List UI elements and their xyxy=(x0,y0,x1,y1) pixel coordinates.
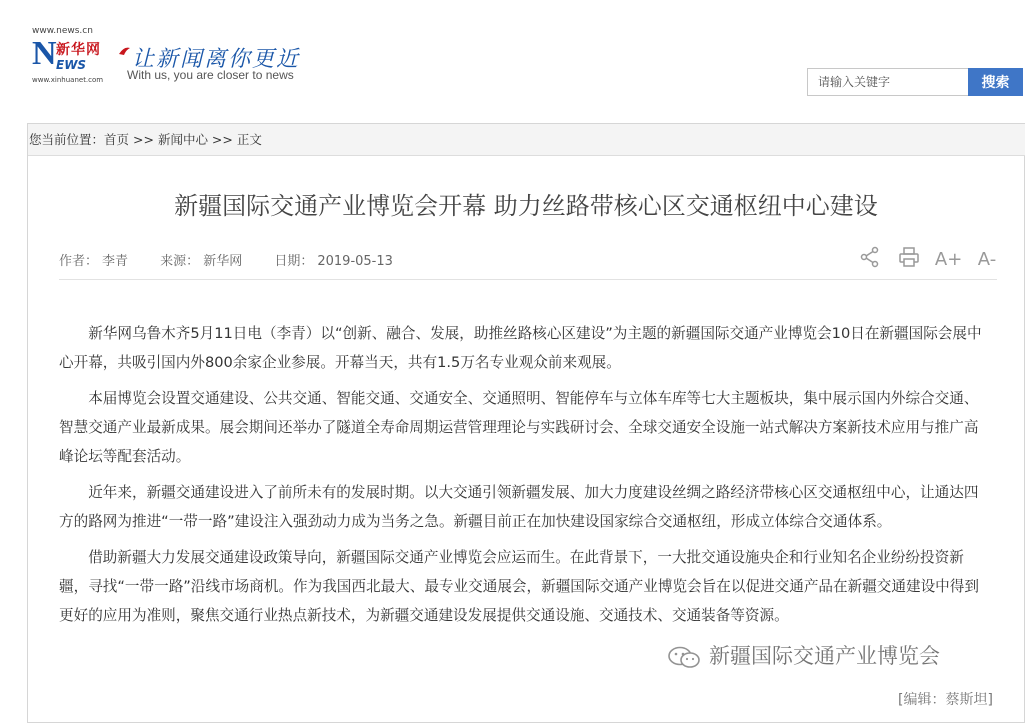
article-tools xyxy=(849,246,1000,270)
paragraph: 借助新疆大力发展交通建设政策导向，新疆国际交通产业博览会应运而生。在此背景下，一大批交通设施央企和行业知名企业纷纷投资新疆，寻找“一带一路”沿线市场商机。作为我国西北最大、最专业交通展会，新疆国际交通产业博览会旨在以促进交通产品在新疆交通建设中得到更好的应用为准则，聚焦交通行业热点新技术，为新疆交通建设发展提供交通设施、交通技术、交通装备等资源。 xyxy=(59,549,979,624)
logo-url-secondary: www.xinhuanet.com xyxy=(32,76,104,84)
font-increase-icon: A+ xyxy=(934,249,963,270)
search-button[interactable]: 搜索 xyxy=(968,68,1023,96)
font-increase-button[interactable] xyxy=(935,246,961,270)
breadcrumb-home[interactable]: 首页 xyxy=(104,132,130,147)
share-icon xyxy=(859,246,881,268)
logo-ews: EWS xyxy=(56,58,87,72)
paragraph: 本届博览会设置交通建设、公共交通、智能交通、交通安全、交通照明、智能停车与立体车库等七大主题板块，集中展示国内外综合交通、智慧交通产业最新成果。展会期间还举办了隧道全寿命周期运营管理理论与实践研讨会、全球交通安全设施一站式解决方案新技术应用与推广高峰论坛等配套活动。 xyxy=(59,390,979,465)
paragraph: 新华网乌鲁木齐5月11日电（李青）以“创新、融合、发展，助推丝路核心区建设”为主题的新疆国际交通产业博览会10日在新疆国际会展中心开幕，共吸引国内外800余家企业参展。开幕当天，共有1.5万名专业观众前来观展。 xyxy=(59,325,982,371)
search-bar xyxy=(807,68,1023,96)
article-panel xyxy=(27,123,1025,723)
date-label: 日期： xyxy=(274,254,314,269)
source-label: 来源： xyxy=(160,254,200,269)
wechat-watermark xyxy=(667,640,940,670)
article-editor: [编辑：蔡斯坦] xyxy=(898,692,993,708)
breadcrumb-news-center[interactable]: 新闻中心 xyxy=(157,132,208,147)
font-decrease-button[interactable] xyxy=(974,246,1000,270)
search-input[interactable] xyxy=(807,68,979,96)
slogan-chinese: 让新闻离你更近 xyxy=(132,47,301,72)
print-button[interactable] xyxy=(896,246,922,270)
slogan-english: With us, you are closer to news xyxy=(127,68,294,82)
breadcrumb-separator: >> xyxy=(207,132,237,147)
watermark-text: 新疆国际交通产业博览会 xyxy=(709,644,940,668)
date-value: 2019-05-13 xyxy=(317,254,393,269)
article-title: 新疆国际交通产业博览会开幕 助力丝路带核心区交通枢纽中心建设 xyxy=(174,192,878,220)
share-button[interactable] xyxy=(857,246,883,270)
font-decrease-icon: A- xyxy=(977,249,997,270)
paragraph: 近年来，新疆交通建设进入了前所未有的发展时期。以大交通引领新疆发展、加大力度建设丝绸之路经济带核心区交通枢纽中心，让通达四方的路网为推进“一带一路”建设注入强劲动力成为当务之急。新疆目前正在加快建设国家综合交通枢纽，形成立体综合交通体系。 xyxy=(59,484,979,530)
meta-divider xyxy=(59,279,997,280)
breadcrumb-current: 正文 xyxy=(236,132,262,147)
article-body xyxy=(59,319,989,637)
wechat-icon xyxy=(667,646,701,668)
logo-chinese: 新华网 xyxy=(56,42,101,58)
logo-url: www.news.cn xyxy=(32,26,93,36)
author-value: 李青 xyxy=(102,254,129,269)
article-meta xyxy=(59,250,397,269)
breadcrumb xyxy=(28,124,1025,156)
logo-letter-n: N xyxy=(32,35,57,72)
source-value: 新华网 xyxy=(203,254,243,269)
breadcrumb-prefix: 您当前位置： xyxy=(29,132,105,147)
xinhua-logo[interactable] xyxy=(30,26,102,84)
author-label: 作者： xyxy=(59,254,99,269)
breadcrumb-separator: >> xyxy=(129,132,158,147)
site-header xyxy=(0,0,1027,110)
print-icon xyxy=(898,246,920,268)
